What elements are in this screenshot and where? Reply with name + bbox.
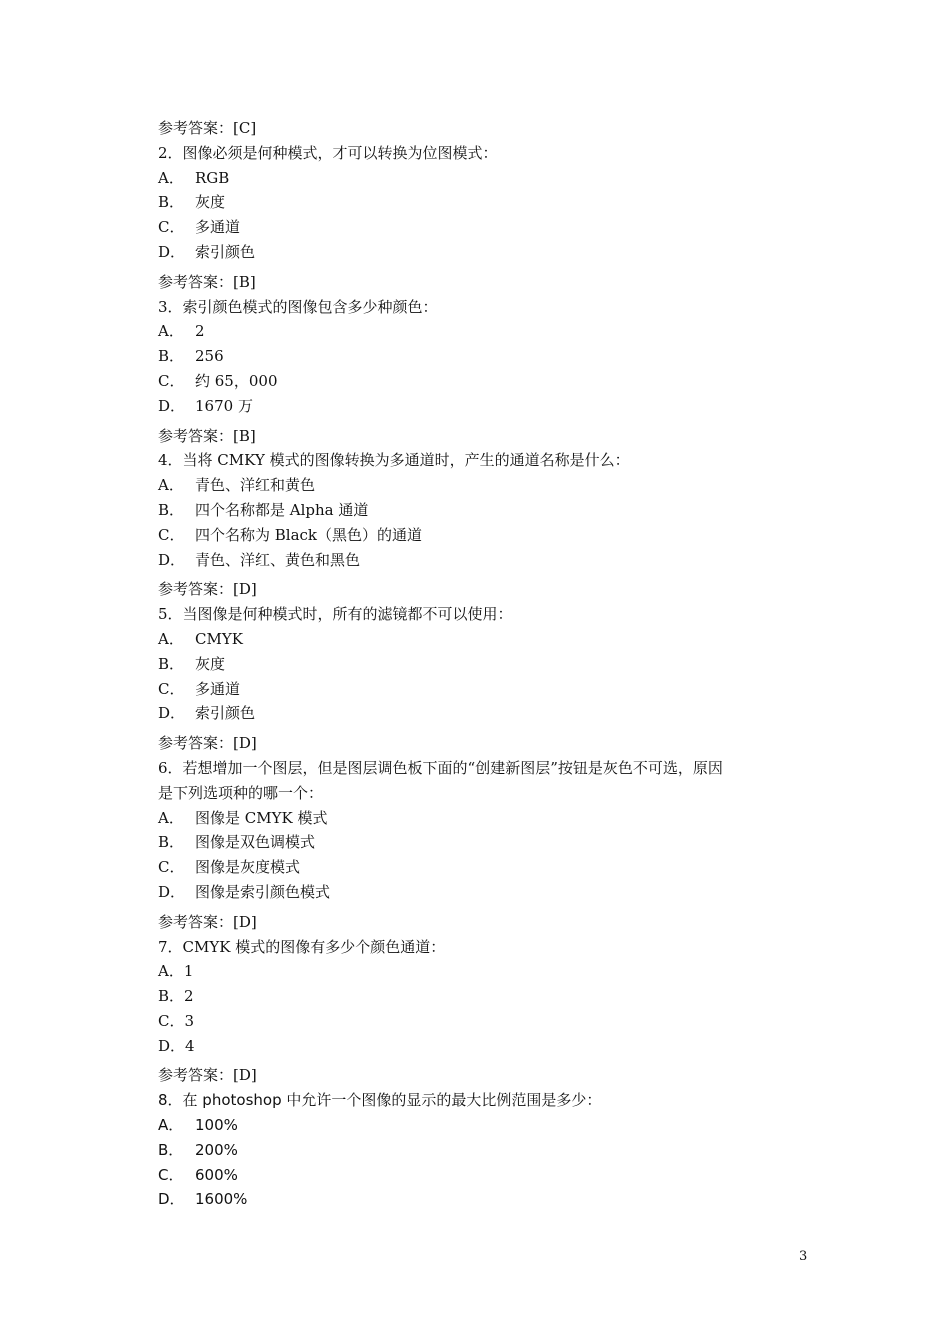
option-letter: A． <box>158 962 184 981</box>
option-b <box>158 344 818 369</box>
option-letter: D． <box>158 242 186 261</box>
option-d <box>158 1034 818 1059</box>
answer-q1: 参考答案：[C] <box>158 119 257 137</box>
option-letter: D． <box>158 1190 185 1209</box>
option-text: 600% <box>195 1165 238 1184</box>
option-letter: D． <box>158 1036 186 1055</box>
question-text: 2．图像必须是何种模式，才可以转换为位图模式： <box>158 143 498 162</box>
option-d <box>158 394 818 419</box>
option-b <box>158 1138 818 1163</box>
answer-q4: 参考答案：[D] <box>158 580 257 599</box>
option-b <box>158 652 818 677</box>
question-2 <box>158 141 818 265</box>
option-text: 图像是索引颜色模式 <box>195 882 331 901</box>
option-letter: B． <box>158 833 185 852</box>
page-number: 3 <box>799 1249 808 1264</box>
question-text: 5．当图像是何种模式时，所有的滤镜都不可以使用： <box>158 605 513 624</box>
option-letter: B． <box>158 500 185 519</box>
question-5 <box>158 602 818 726</box>
option-text: 2 <box>184 987 194 1006</box>
option-letter: C． <box>158 525 185 544</box>
option-text: RGB <box>195 168 230 187</box>
question-text: 4．当将 CMKY 模式的图像转换为多通道时，产生的通道名称是什么： <box>158 451 630 470</box>
option-a <box>158 1113 818 1138</box>
option-letter: B． <box>158 654 185 673</box>
answer-q2: 参考答案：[B] <box>158 272 256 291</box>
option-letter: D． <box>158 704 186 723</box>
option-text: 约 65，000 <box>195 371 278 390</box>
option-a <box>158 166 818 191</box>
option-letter: C． <box>158 858 185 877</box>
question-text: 6．若想增加一个图层，但是图层调色板下面的“创建新图层”按钮是灰色不可选，原因 <box>158 758 723 777</box>
option-text: CMYK <box>195 629 243 648</box>
option-text: 四个名称为 Black（黑色）的通道 <box>195 525 423 544</box>
option-b <box>158 190 818 215</box>
option-c <box>158 677 818 702</box>
option-a <box>158 806 818 831</box>
option-text: 图像是灰度模式 <box>195 858 301 877</box>
option-text: 灰度 <box>195 193 226 212</box>
option-a <box>158 959 818 984</box>
option-text: 青色、洋红和黄色 <box>195 476 316 495</box>
option-text: 青色、洋红、黄色和黑色 <box>195 550 361 569</box>
question-text: 7．CMYK 模式的图像有多少个颜色通道： <box>158 937 446 956</box>
option-text: 4 <box>185 1036 195 1055</box>
option-d <box>158 701 818 726</box>
option-text: 3 <box>184 1011 195 1030</box>
option-c <box>158 855 818 880</box>
document-body <box>158 116 818 1212</box>
option-c <box>158 1009 818 1034</box>
option-letter: A． <box>158 322 184 341</box>
option-text: 多通道 <box>195 218 241 237</box>
option-a <box>158 473 818 498</box>
option-text: 灰度 <box>195 654 226 673</box>
option-d <box>158 1187 818 1212</box>
question-8 <box>158 1088 818 1212</box>
option-text: 1600% <box>195 1190 248 1209</box>
question-4 <box>158 448 818 572</box>
option-a <box>158 627 818 652</box>
option-text: 200% <box>195 1140 238 1159</box>
option-d <box>158 240 818 265</box>
option-letter: D． <box>158 882 186 901</box>
option-letter: C． <box>158 218 185 237</box>
question-text: 3．索引颜色模式的图像包含多少种颜色： <box>158 297 438 316</box>
option-text: 2 <box>195 322 205 341</box>
question-3 <box>158 295 818 419</box>
question-text-continued: 是下列选项种的哪一个： <box>158 783 324 802</box>
option-letter: B． <box>158 347 185 366</box>
option-text: 图像是 CMYK 模式 <box>195 808 328 827</box>
option-d <box>158 880 818 905</box>
option-letter: B． <box>158 1140 184 1159</box>
answer-q6: 参考答案：[D] <box>158 912 257 931</box>
option-letter: C． <box>158 1011 185 1030</box>
option-text: 多通道 <box>195 679 241 698</box>
option-b <box>158 830 818 855</box>
option-c <box>158 215 818 240</box>
option-letter: A． <box>158 168 184 187</box>
option-text: 256 <box>195 347 224 366</box>
option-letter: C． <box>158 679 185 698</box>
option-letter: B． <box>158 987 185 1006</box>
answer-q5: 参考答案：[D] <box>158 734 257 753</box>
option-text: 1670 万 <box>195 396 253 415</box>
option-letter: A． <box>158 629 184 648</box>
option-letter: C． <box>158 371 185 390</box>
option-b <box>158 984 818 1009</box>
option-text: 索引颜色 <box>195 242 256 261</box>
option-text: 1 <box>183 962 194 981</box>
option-letter: D． <box>158 550 186 569</box>
option-letter: B． <box>158 193 185 212</box>
option-b <box>158 498 818 523</box>
answer-q7: 参考答案：[D] <box>158 1066 257 1085</box>
option-text: 100% <box>195 1116 238 1135</box>
option-text: 四个名称都是 Alpha 通道 <box>195 500 369 519</box>
question-6 <box>158 756 818 905</box>
option-letter: C． <box>158 1165 184 1184</box>
question-text: 8．在 photoshop 中允许一个图像的显示的最大比例范围是多少： <box>158 1091 602 1110</box>
option-text: 索引颜色 <box>195 704 256 723</box>
question-7 <box>158 935 818 1059</box>
option-c <box>158 1163 818 1188</box>
option-a <box>158 319 818 344</box>
option-c <box>158 369 818 394</box>
option-letter: A． <box>158 1116 184 1135</box>
option-letter: A． <box>158 808 184 827</box>
answer-q3: 参考答案：[B] <box>158 426 256 445</box>
option-letter: A． <box>158 476 184 495</box>
option-c <box>158 523 818 548</box>
option-letter: D． <box>158 396 186 415</box>
option-text: 图像是双色调模式 <box>195 833 316 852</box>
option-d <box>158 548 818 573</box>
